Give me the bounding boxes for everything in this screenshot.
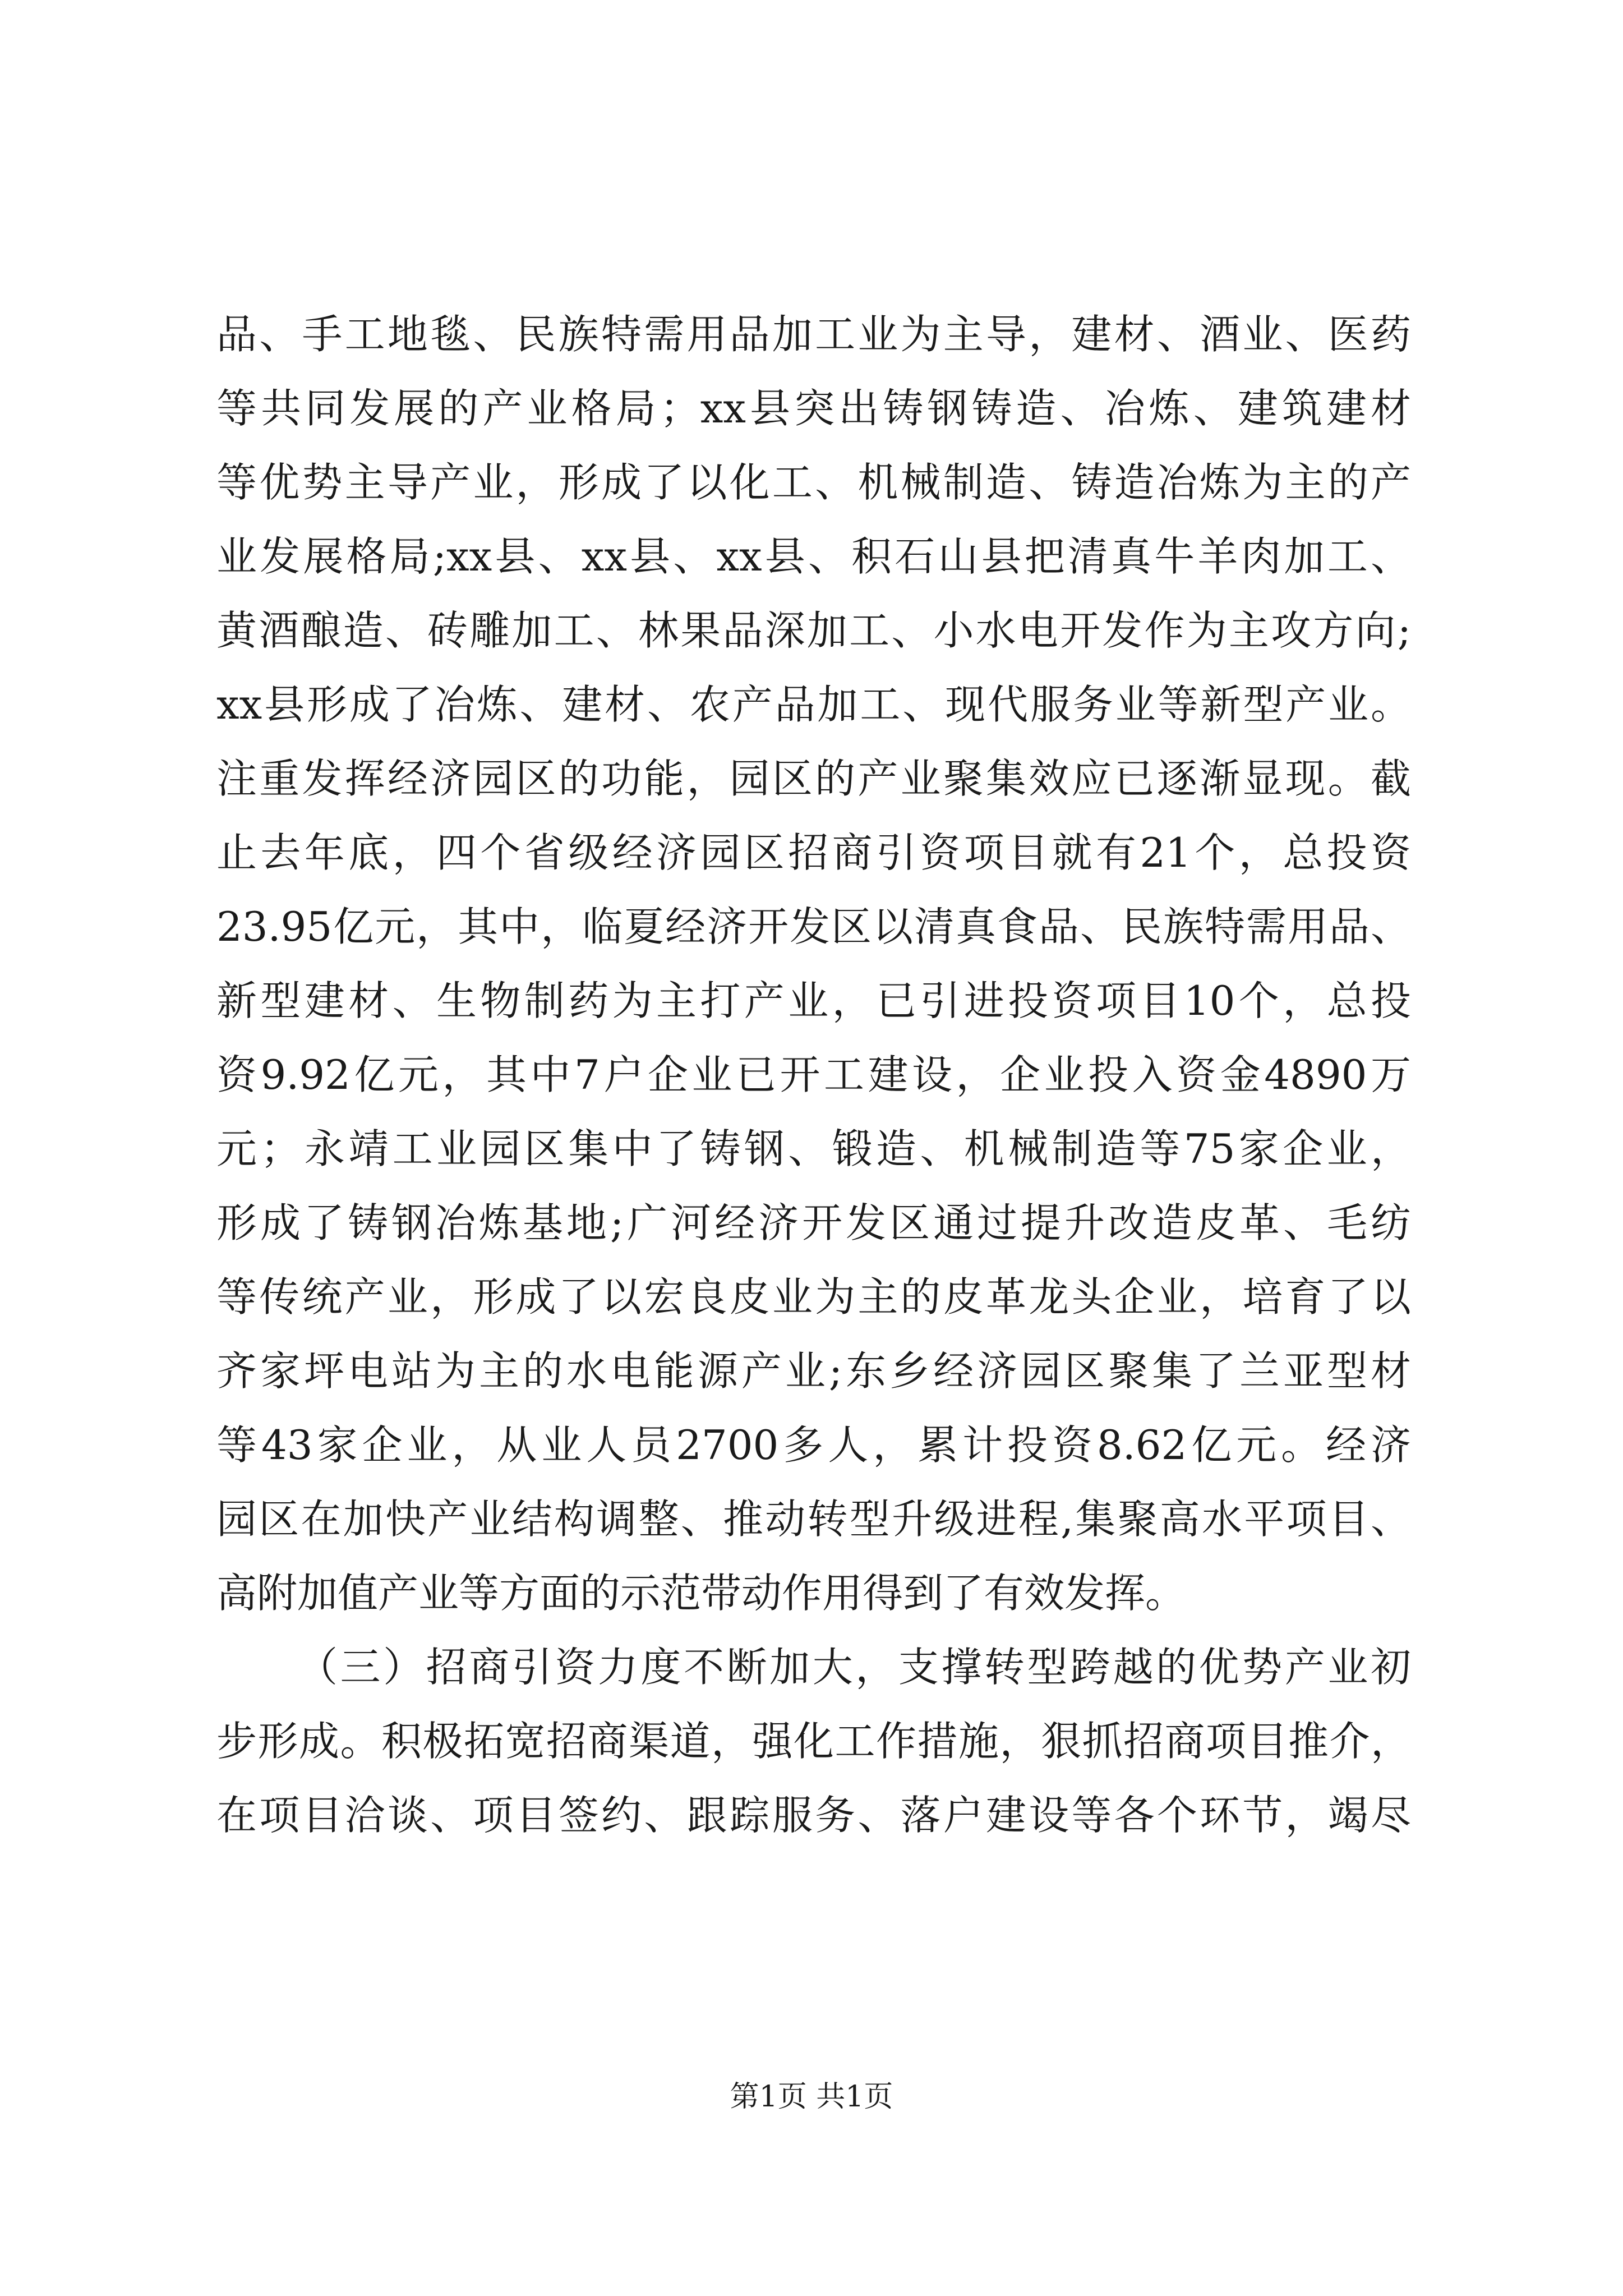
text-line: 黄酒酿造、砖雕加工、林果品深加工、小水电开发作为主攻方向; <box>216 607 1411 654</box>
page-footer: 第1页 共1页 <box>730 2080 893 2114</box>
text-line: 在项目洽谈、项目签约、跟踪服务、落户建设等各个环节，竭尽 <box>216 1792 1411 1839</box>
text-line: 等共同发展的产业格局；xx县突出铸钢铸造、冶炼、建筑建材 <box>216 385 1411 432</box>
text-line: 元；永靖工业园区集中了铸钢、锻造、机械制造等75家企业， <box>216 1125 1411 1172</box>
text-line: 注重发挥经济园区的功能，园区的产业聚集效应已逐渐显现。截 <box>216 755 1411 802</box>
text-line: xx县形成了冶炼、建材、农产品加工、现代服务业等新型产业。 <box>216 681 1411 728</box>
text-line: 23.95亿元，其中，临夏经济开发区以清真食品、民族特需用品、 <box>216 903 1411 950</box>
text-line: 资9.92亿元，其中7户企业已开工建设，企业投入资金4890万 <box>216 1051 1411 1098</box>
text-line: 业发展格局;xx县、xx县、xx县、积石山县把清真牛羊肉加工、 <box>216 533 1411 580</box>
paragraph-end-line: 高附加值产业等方面的示范带动作用得到了有效发挥。 <box>216 1570 1186 1617</box>
document-body <box>216 297 1411 1852</box>
text-line: 齐家坪电站为主的水电能源产业;东乡经济园区聚集了兰亚型材 <box>216 1347 1411 1395</box>
text-line: 等43家企业，从业人员2700多人，累计投资8.62亿元。经济 <box>216 1421 1411 1469</box>
text-line: 步形成。积极拓宽招商渠道，强化工作措施，狠抓招商项目推介， <box>216 1718 1411 1765</box>
text-line: 新型建材、生物制药为主打产业，已引进投资项目10个，总投 <box>216 977 1411 1024</box>
text-line: 形成了铸钢冶炼基地;广河经济开发区通过提升改造皮革、毛纺 <box>216 1199 1411 1246</box>
text-line: 止去年底，四个省级经济园区招商引资项目就有21个，总投资 <box>216 829 1411 876</box>
text-line: 品、手工地毯、民族特需用品加工业为主导，建材、酒业、医药 <box>216 311 1411 358</box>
section-heading-line: （三）招商引资力度不断加大，支撑转型跨越的优势产业初 <box>297 1644 1411 1691</box>
text-line: 等传统产业，形成了以宏良皮业为主的皮革龙头企业，培育了以 <box>216 1273 1411 1320</box>
text-line: 园区在加快产业结构调整、推动转型升级进程,集聚高水平项目、 <box>216 1496 1411 1543</box>
text-line: 等优势主导产业，形成了以化工、机械制造、铸造冶炼为主的产 <box>216 459 1411 506</box>
